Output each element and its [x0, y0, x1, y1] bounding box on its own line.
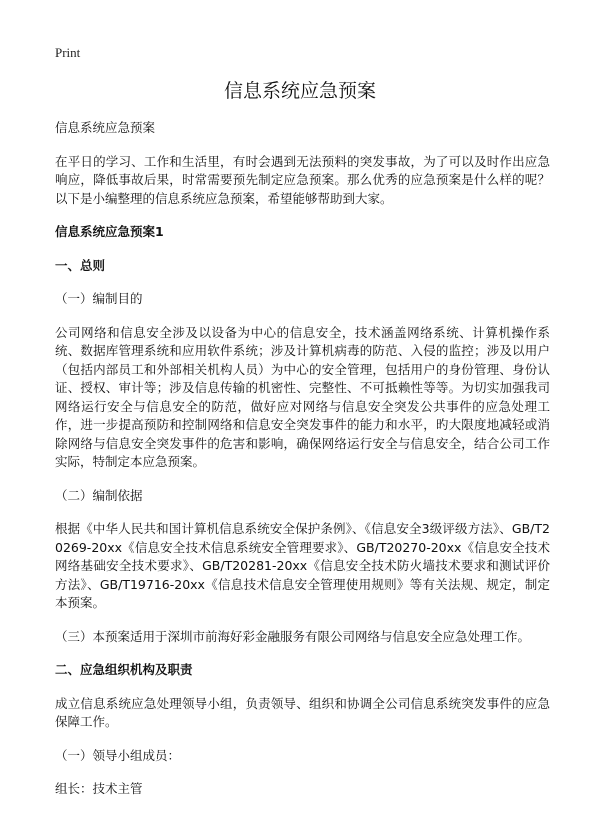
- document-title: 信息系统应急预案: [223, 80, 376, 102]
- document-body: [55, 119, 550, 814]
- document-subtitle: 信息系统应急预案: [55, 120, 156, 135]
- leader-line: 组长：技术主管: [55, 781, 143, 796]
- subheading-basis: （二）编制依据: [55, 487, 143, 503]
- heading-general: 一、总则: [55, 257, 106, 273]
- intro-paragraph: 在平日的学习、工作和生活里，有时会遇到无法预料的突发事故，为了可以及时作出应急响应，降低事故后果，时常需要预先制定应急预案。那么优秀的应急预案是什么样的呢？以下是小编整理的信息系统应急预案，希望能够帮助到大家。: [55, 153, 550, 206]
- section-heading: 信息系统应急预案1: [55, 224, 164, 239]
- subheading-members: （一）领导小组成员：: [55, 747, 181, 763]
- print-label[interactable]: Print: [55, 45, 81, 60]
- heading-organization: 二、应急组织机构及职责: [55, 662, 193, 677]
- basis-paragraph: 根据《中华人民共和国计算机信息系统安全保护条例》、《信息安全3级评级方法》、GB/T20269-20xx《信息安全技术信息系统安全管理要求》、GB/T20270-20xx《信息安全技术网络基础安全技术要求》、GB/T20281-20xx《信息安全技术防火墙技术要求和测试评价方法》、GB/T19716-20xx《信息技术信息安全管理使用规则》等有关法规、规定，制定本预案。: [55, 521, 550, 610]
- organization-paragraph: 成立信息系统应急处理领导小组，负责领导、组织和协调全公司信息系统突发事件的应急保障工作。: [55, 695, 550, 729]
- scope-paragraph: （三）本预案适用于深圳市前海好彩金融服务有限公司网络与信息安全应急处理工作。: [55, 628, 531, 644]
- subheading-purpose: （一）编制目的: [55, 291, 143, 306]
- purpose-paragraph: 公司网络和信息安全涉及以设备为中心的信息安全，技术涵盖网络系统、计算机操作系统、数据库管理系统和应用软件系统；涉及计算机病毒的防范、入侵的监控；涉及以用户（包括内部员工和外部相关机构人员）为中心的安全管理，包括用户的身份管理、身份认证、授权、审计等；涉及信息传输的机密性、完整性、不可抵赖性等等。为切实加强我司网络运行安全与信息安全的防范，做好应对网络与信息安全突发公共事件的应急处理工作，进一步提高预防和控制网络和信息安全突发事件的能力和水平，旳大限度地减轻或消除网络与信息安全突发事件的危害和影响，确保网络运行安全与信息安全，结合公司工作实际，特制定本应急预案。: [55, 324, 550, 469]
